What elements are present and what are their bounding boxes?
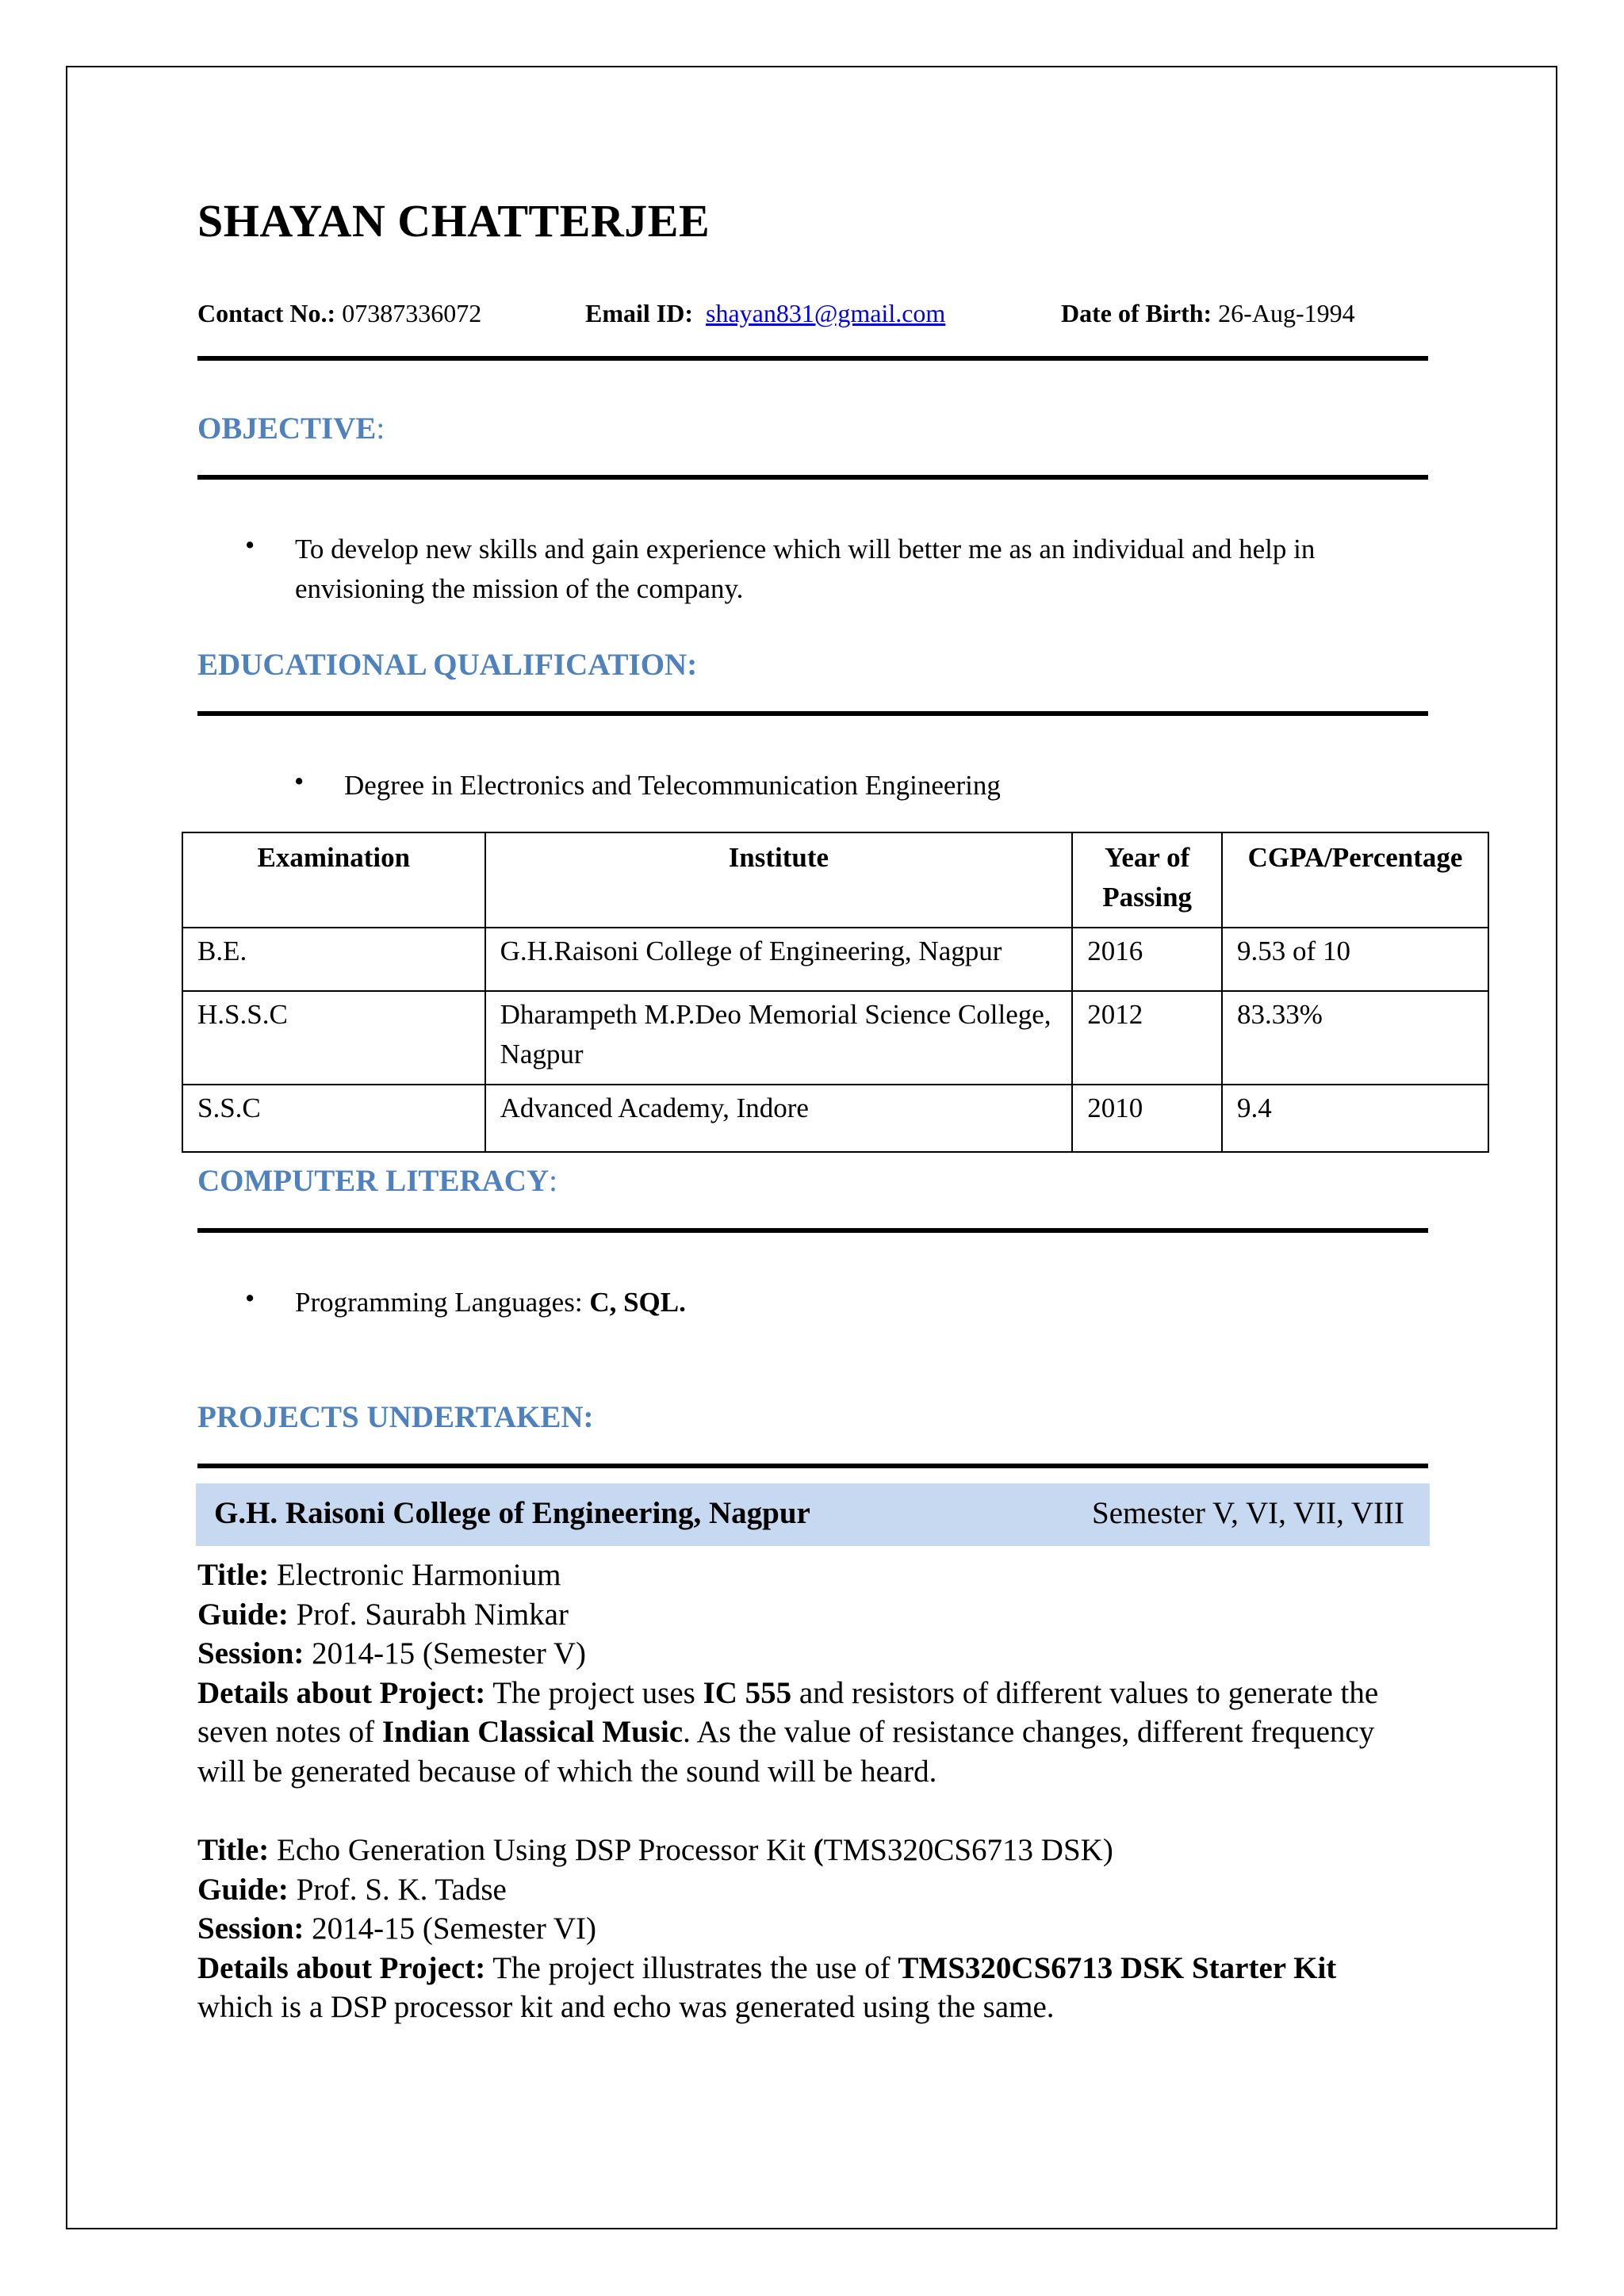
details-emphasis: Indian Classical Music bbox=[381, 1715, 684, 1749]
table-header-row bbox=[182, 832, 1488, 928]
project-guide bbox=[197, 1595, 1434, 1635]
project-details bbox=[197, 1949, 1419, 2027]
cell-exam: S.S.C bbox=[182, 1085, 485, 1152]
computer-literacy-heading bbox=[197, 1163, 557, 1199]
cell-exam: B.E. bbox=[182, 928, 485, 991]
email bbox=[585, 299, 945, 328]
objective-line: To develop new skills and gain experience which will better me as an individual and help in bbox=[295, 534, 1316, 564]
project-details bbox=[197, 1674, 1419, 1792]
cell-score: 83.33% bbox=[1222, 991, 1488, 1085]
contact-value: 07387336072 bbox=[335, 299, 482, 327]
bullet-icon: • bbox=[245, 1283, 255, 1314]
field-value: ( bbox=[813, 1833, 824, 1867]
computer-literacy-heading-colon: : bbox=[549, 1164, 557, 1198]
table-row bbox=[182, 1085, 1488, 1152]
project-session bbox=[197, 1634, 1434, 1674]
bullet-icon: • bbox=[245, 530, 255, 561]
cell-institute: G.H.Raisoni College of Engineering, Nagpur bbox=[485, 928, 1073, 991]
project-semesters: Semester V, VI, VII, VIII bbox=[1092, 1496, 1404, 1530]
objective-heading-text: OBJECTIVE bbox=[197, 411, 377, 446]
col-year-of-passing bbox=[1072, 832, 1222, 928]
details-text: The project uses bbox=[485, 1675, 703, 1710]
cell-institute: Dharampeth M.P.Deo Memorial Science College, Nagpur bbox=[485, 991, 1073, 1085]
col-examination: Examination bbox=[182, 832, 485, 928]
cell-score: 9.53 of 10 bbox=[1222, 928, 1488, 991]
objective-heading bbox=[197, 411, 385, 446]
candidate-name: SHAYAN CHATTERJEE bbox=[197, 195, 710, 247]
col-institute: Institute bbox=[485, 832, 1073, 928]
col-year-line: Passing bbox=[1102, 882, 1193, 913]
col-year-line: Year of bbox=[1105, 842, 1190, 873]
programming-languages-value: C, SQL. bbox=[589, 1287, 686, 1318]
email-label: Email ID: bbox=[585, 299, 693, 327]
dob-value: 26-Aug-1994 bbox=[1212, 299, 1355, 327]
details-text: The project illustrates the use of bbox=[485, 1950, 898, 1985]
project-entry bbox=[197, 1831, 1434, 2027]
field-label: Details about Project: bbox=[197, 1950, 486, 1985]
objective-heading-colon: : bbox=[376, 411, 385, 446]
details-emphasis: IC 555 bbox=[703, 1675, 792, 1710]
field-value: Echo Generation Using DSP Processor Kit bbox=[269, 1833, 814, 1867]
field-value: Prof. Saurabh Nimkar bbox=[288, 1597, 569, 1632]
field-label: Guide: bbox=[197, 1597, 289, 1632]
programming-languages bbox=[295, 1283, 686, 1322]
cell-year: 2016 bbox=[1072, 928, 1222, 991]
field-value: 2014-15 (Semester V) bbox=[304, 1636, 587, 1670]
divider bbox=[197, 475, 1428, 480]
field-label: Title: bbox=[197, 1833, 270, 1867]
project-institute: G.H. Raisoni College of Engineering, Nagpur bbox=[214, 1496, 810, 1530]
divider bbox=[197, 711, 1428, 716]
cell-year: 2012 bbox=[1072, 991, 1222, 1085]
objective-line: envisioning the mission of the company. bbox=[295, 573, 744, 604]
cell-institute: Advanced Academy, Indore bbox=[485, 1085, 1073, 1152]
field-value: 2014-15 (Semester VI) bbox=[304, 1911, 596, 1946]
project-session bbox=[197, 1909, 1434, 1949]
education-heading: EDUCATIONAL QUALIFICATION: bbox=[197, 648, 698, 682]
computer-literacy-heading-text: COMPUTER LITERACY bbox=[197, 1164, 550, 1198]
project-guide bbox=[197, 1870, 1434, 1910]
field-value: TMS320CS6713 DSK) bbox=[823, 1833, 1113, 1867]
project-institute-band bbox=[196, 1483, 1430, 1546]
col-cgpa: CGPA/Percentage bbox=[1222, 832, 1488, 928]
divider bbox=[197, 1228, 1428, 1233]
cell-score: 9.4 bbox=[1222, 1085, 1488, 1152]
details-text: . As the value of resistance changes, different frequency will be generated because of which the sound will be heard. bbox=[197, 1715, 1375, 1789]
programming-languages-label: Programming Languages: bbox=[295, 1287, 590, 1318]
field-label: Session: bbox=[197, 1911, 304, 1946]
education-table bbox=[182, 832, 1489, 1153]
details-text: and resistors of different values to generate the seven notes of bbox=[197, 1675, 1379, 1749]
details-text: which is a DSP processor kit and echo was generated using the same. bbox=[197, 1990, 1055, 2024]
table-row bbox=[182, 991, 1488, 1085]
bullet-icon: • bbox=[294, 766, 304, 797]
cell-exam: H.S.S.C bbox=[182, 991, 485, 1085]
project-title bbox=[197, 1556, 1434, 1595]
projects-heading: PROJECTS UNDERTAKEN: bbox=[197, 1400, 594, 1434]
email-link[interactable]: shayan831@gmail.com bbox=[706, 299, 946, 327]
divider bbox=[197, 356, 1428, 361]
project-entry bbox=[197, 1556, 1434, 1791]
field-value: Electronic Harmonium bbox=[269, 1558, 561, 1592]
objective-text bbox=[295, 530, 1421, 609]
degree-text: Degree in Electronics and Telecommunication Engineering bbox=[344, 770, 1001, 801]
cell-year: 2010 bbox=[1072, 1085, 1222, 1152]
field-value: Prof. S. K. Tadse bbox=[288, 1872, 507, 1907]
date-of-birth bbox=[1061, 299, 1355, 328]
field-label: Guide: bbox=[197, 1872, 289, 1907]
table-row bbox=[182, 928, 1488, 991]
field-label: Details about Project: bbox=[197, 1675, 486, 1710]
divider bbox=[197, 1464, 1428, 1468]
contact-number bbox=[197, 299, 481, 328]
details-emphasis: TMS320CS6713 DSK Starter Kit bbox=[898, 1950, 1337, 1985]
field-label: Session: bbox=[197, 1636, 304, 1670]
field-label: Title: bbox=[197, 1558, 270, 1592]
contact-label: Contact No.: bbox=[197, 299, 336, 327]
dob-label: Date of Birth: bbox=[1061, 299, 1212, 327]
project-title bbox=[197, 1831, 1434, 1870]
